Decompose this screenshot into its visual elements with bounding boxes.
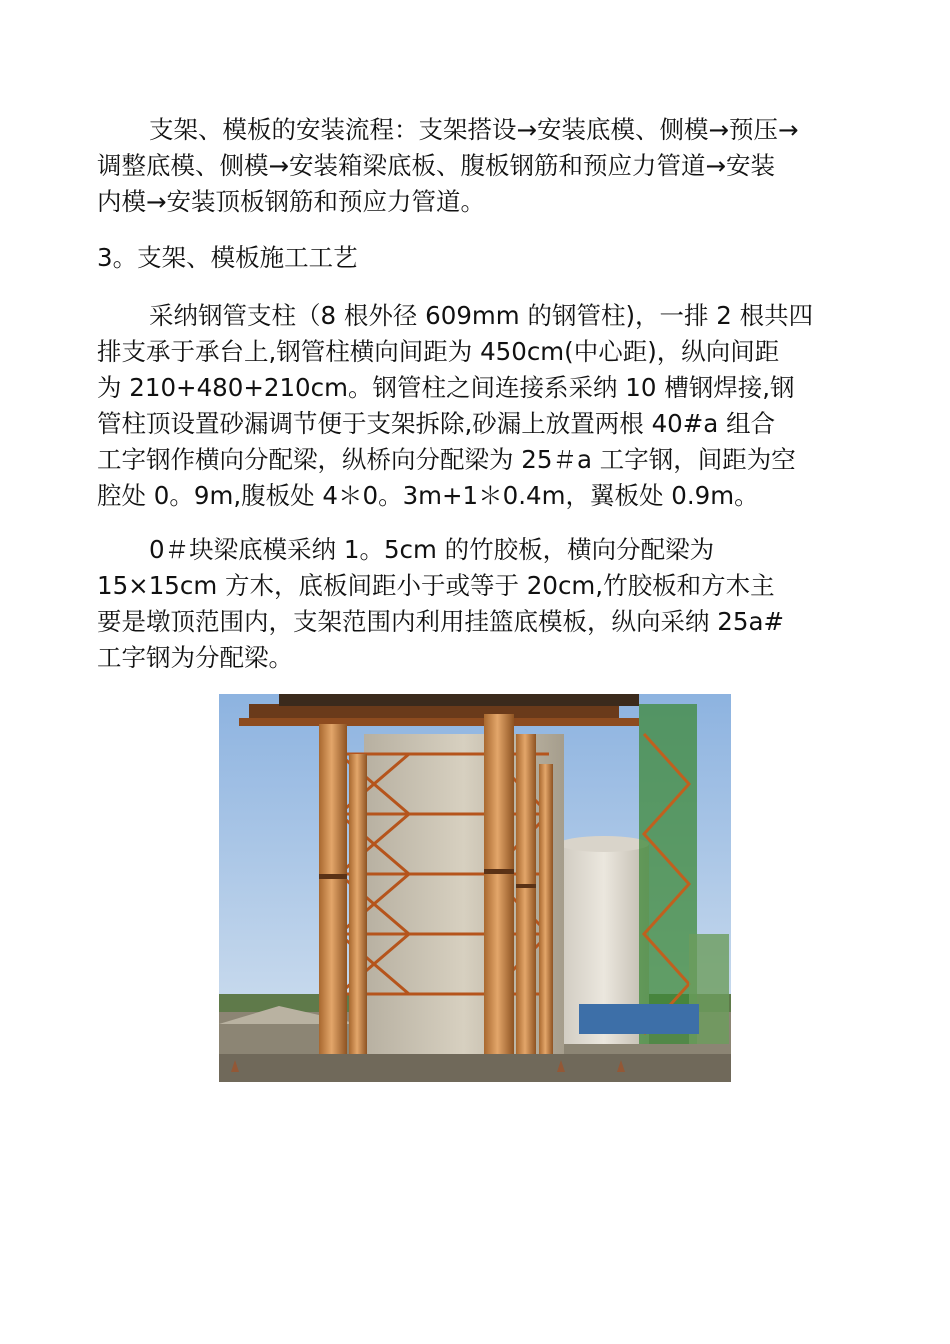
text-line: 15×15cm 方木，底板间距小于或等于 20cm,竹胶板和方木主: [97, 571, 775, 600]
text-line: 管柱顶设置砂漏调节便于支架拆除,砂漏上放置两根 40#a 组合: [97, 409, 776, 438]
text-line: 工字钢作横向分配梁，纵桥向分配梁为 25＃a 工字钢，间距为空: [97, 445, 796, 474]
paragraph-install-flow: [97, 112, 857, 220]
paragraph-steel-pipe-support: [97, 298, 857, 514]
paragraph-bottom-formwork: [97, 532, 857, 676]
text-line: 为 210+480+210cm。钢管柱之间连接系采纳 10 槽钢焊接,钢: [97, 373, 795, 402]
section-heading: [97, 240, 857, 276]
text-line: 内模→安装顶板钢筋和预应力管道。: [97, 187, 486, 216]
text-line: 采纳钢管支柱（8 根外径 609mm 的钢管柱)，一排 2 根共四: [149, 301, 814, 330]
text-line: 腔处 0。9m,腹板处 4＊0。3m+1＊0.4m，翼板处 0.9m。: [97, 481, 759, 510]
heading-text: 3。支架、模板施工工艺: [97, 243, 358, 272]
text-line: 0＃块梁底模采纳 1。5cm 的竹胶板，横向分配梁为: [149, 535, 715, 564]
construction-photo: [219, 694, 731, 1082]
text-line: 要是墩顶范围内，支架范围内利用挂篮底模板，纵向采纳 25a#: [97, 607, 785, 636]
text-line: 排支承于承台上,钢管柱横向间距为 450cm(中心距)，纵向间距: [97, 337, 780, 366]
text-line: 调整底模、侧模→安装箱梁底板、腹板钢筋和预应力管道→安装: [97, 151, 776, 180]
text-line: 支架、模板的安装流程：支架搭设→安装底模、侧模→预压→: [149, 115, 799, 144]
text-line: 工字钢为分配梁。: [97, 643, 293, 672]
